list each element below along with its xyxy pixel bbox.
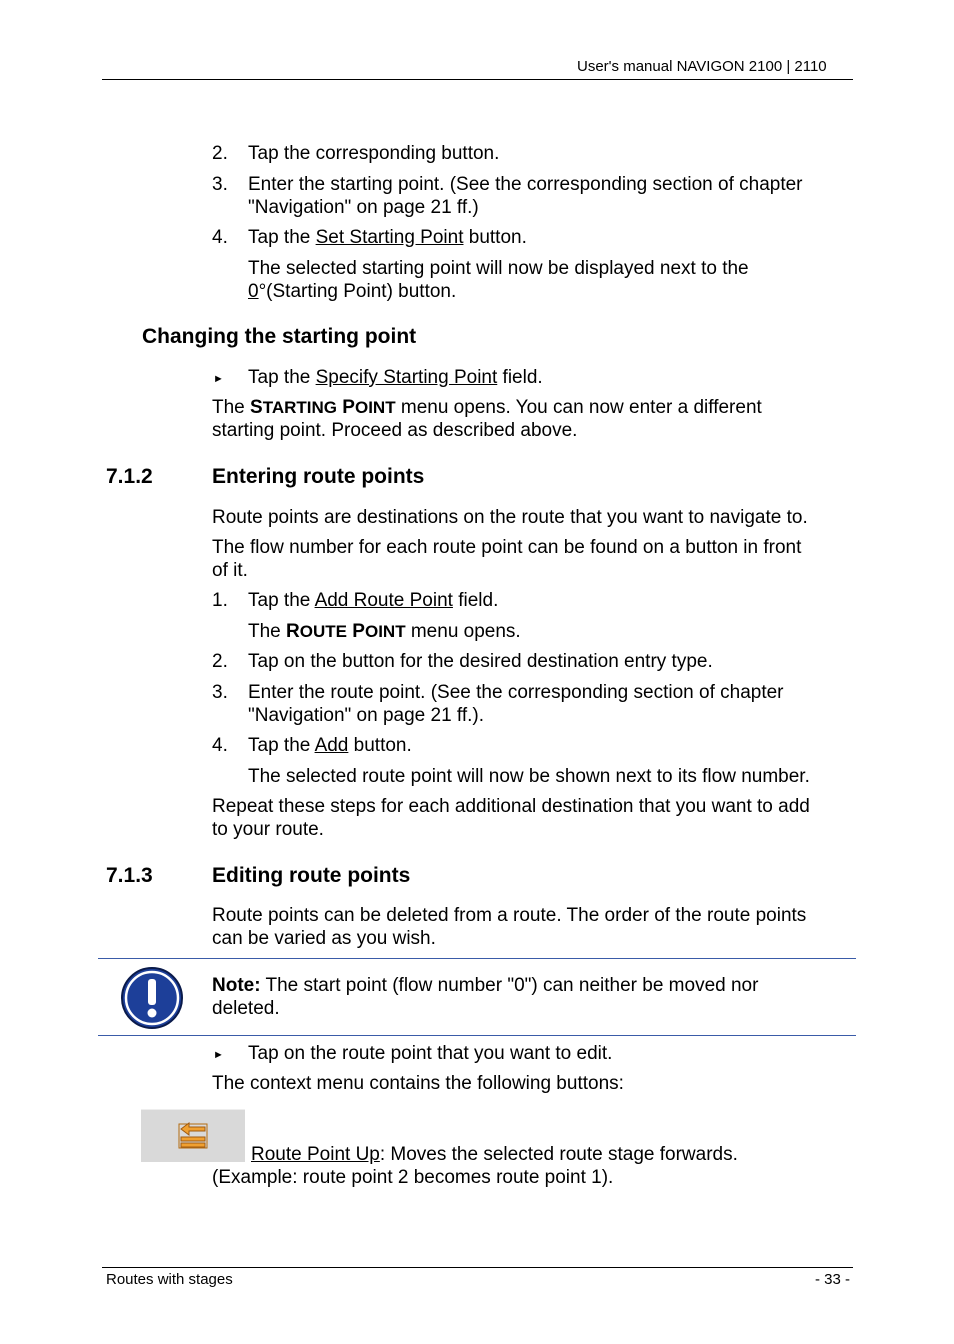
note-bottom-rule <box>98 1035 856 1036</box>
step-text: Tap the Add button. <box>248 735 412 756</box>
step-result: The ROUTE POINT menu opens. <box>248 621 521 642</box>
note-top-rule <box>98 958 856 959</box>
paragraph: The context menu contains the following buttons: <box>212 1073 624 1094</box>
step-number: 2. <box>212 651 228 672</box>
step-text: Enter the route point. (See the corresponding section of chapter <box>248 682 784 703</box>
step-result: The selected starting point will now be displayed next to the <box>248 258 749 279</box>
footer-page-number: - 33 - <box>814 1271 850 1288</box>
note-text: deleted. <box>212 998 280 1019</box>
add-route-point-link: Add Route Point <box>314 590 453 611</box>
section-heading: Changing the starting point <box>142 325 417 348</box>
step-number: 2. <box>212 143 228 164</box>
zero-link: 0 <box>248 281 259 302</box>
step-text: "Navigation" on page 21 ff.). <box>248 705 485 726</box>
specify-starting-point-link: Specify Starting Point <box>315 367 498 388</box>
bullet-text: Tap on the route point that you want to edit. <box>248 1043 613 1064</box>
bullet-text: Tap the Specify Starting Point field. <box>248 367 543 388</box>
section-title: Editing route points <box>212 864 411 887</box>
step-number: 4. <box>212 735 228 756</box>
step-text: Enter the starting point. (See the corresponding section of chapter <box>248 174 803 195</box>
step-text: Tap the Set Starting Point button. <box>248 227 527 248</box>
paragraph: Repeat these steps for each additional destination that you want to add <box>212 796 810 817</box>
paragraph: The flow number for each route point can be found on a button in front <box>212 537 802 558</box>
button-description: Route Point Up: Moves the selected route stage forwards. <box>251 1144 738 1165</box>
step-text: Tap the corresponding button. <box>248 143 500 164</box>
section-number: 7.1.3 <box>106 864 153 887</box>
step-text: Tap the Add Route Point field. <box>248 590 499 611</box>
paragraph: to your route. <box>212 819 324 840</box>
section-title: Entering route points <box>212 465 425 488</box>
exclamation-circle-icon <box>120 966 184 1030</box>
note-text: Note: The start point (flow number "0") can neither be moved nor <box>212 975 759 996</box>
step-number: 3. <box>212 174 228 195</box>
set-starting-point-link: Set Starting Point <box>315 227 464 248</box>
route-point-up-button <box>141 1109 245 1162</box>
header-rule <box>102 79 853 80</box>
step-number: 1. <box>212 590 228 611</box>
paragraph: Route points are destinations on the route that you want to navigate to. <box>212 507 808 528</box>
step-number: 4. <box>212 227 228 248</box>
paragraph: The STARTING POINT menu opens. You can now enter a different <box>212 397 762 418</box>
bullet-icon: ► <box>213 1049 224 1061</box>
route-point-up-link: Route Point Up <box>251 1144 380 1165</box>
step-number: 3. <box>212 682 228 703</box>
step-result: 0°(Starting Point) button. <box>248 281 457 302</box>
button-description: (Example: route point 2 becomes route point 1). <box>212 1167 614 1188</box>
step-text: "Navigation" on page 21 ff.) <box>248 197 479 218</box>
bullet-icon: ► <box>213 373 224 385</box>
footer-rule <box>102 1267 853 1268</box>
add-link: Add <box>314 735 349 756</box>
section-number: 7.1.2 <box>106 465 153 488</box>
step-text: Tap on the button for the desired destination entry type. <box>248 651 713 672</box>
running-header: User's manual NAVIGON 2100 | 2110 <box>577 58 827 75</box>
footer-chapter: Routes with stages <box>106 1271 233 1288</box>
paragraph: of it. <box>212 560 248 581</box>
paragraph: Route points can be deleted from a route. The order of the route points <box>212 905 807 926</box>
route-point-up-icon <box>175 1120 211 1152</box>
paragraph: starting point. Proceed as described above. <box>212 420 578 441</box>
step-result: The selected route point will now be shown next to its flow number. <box>248 766 810 787</box>
paragraph: can be varied as you wish. <box>212 928 436 949</box>
